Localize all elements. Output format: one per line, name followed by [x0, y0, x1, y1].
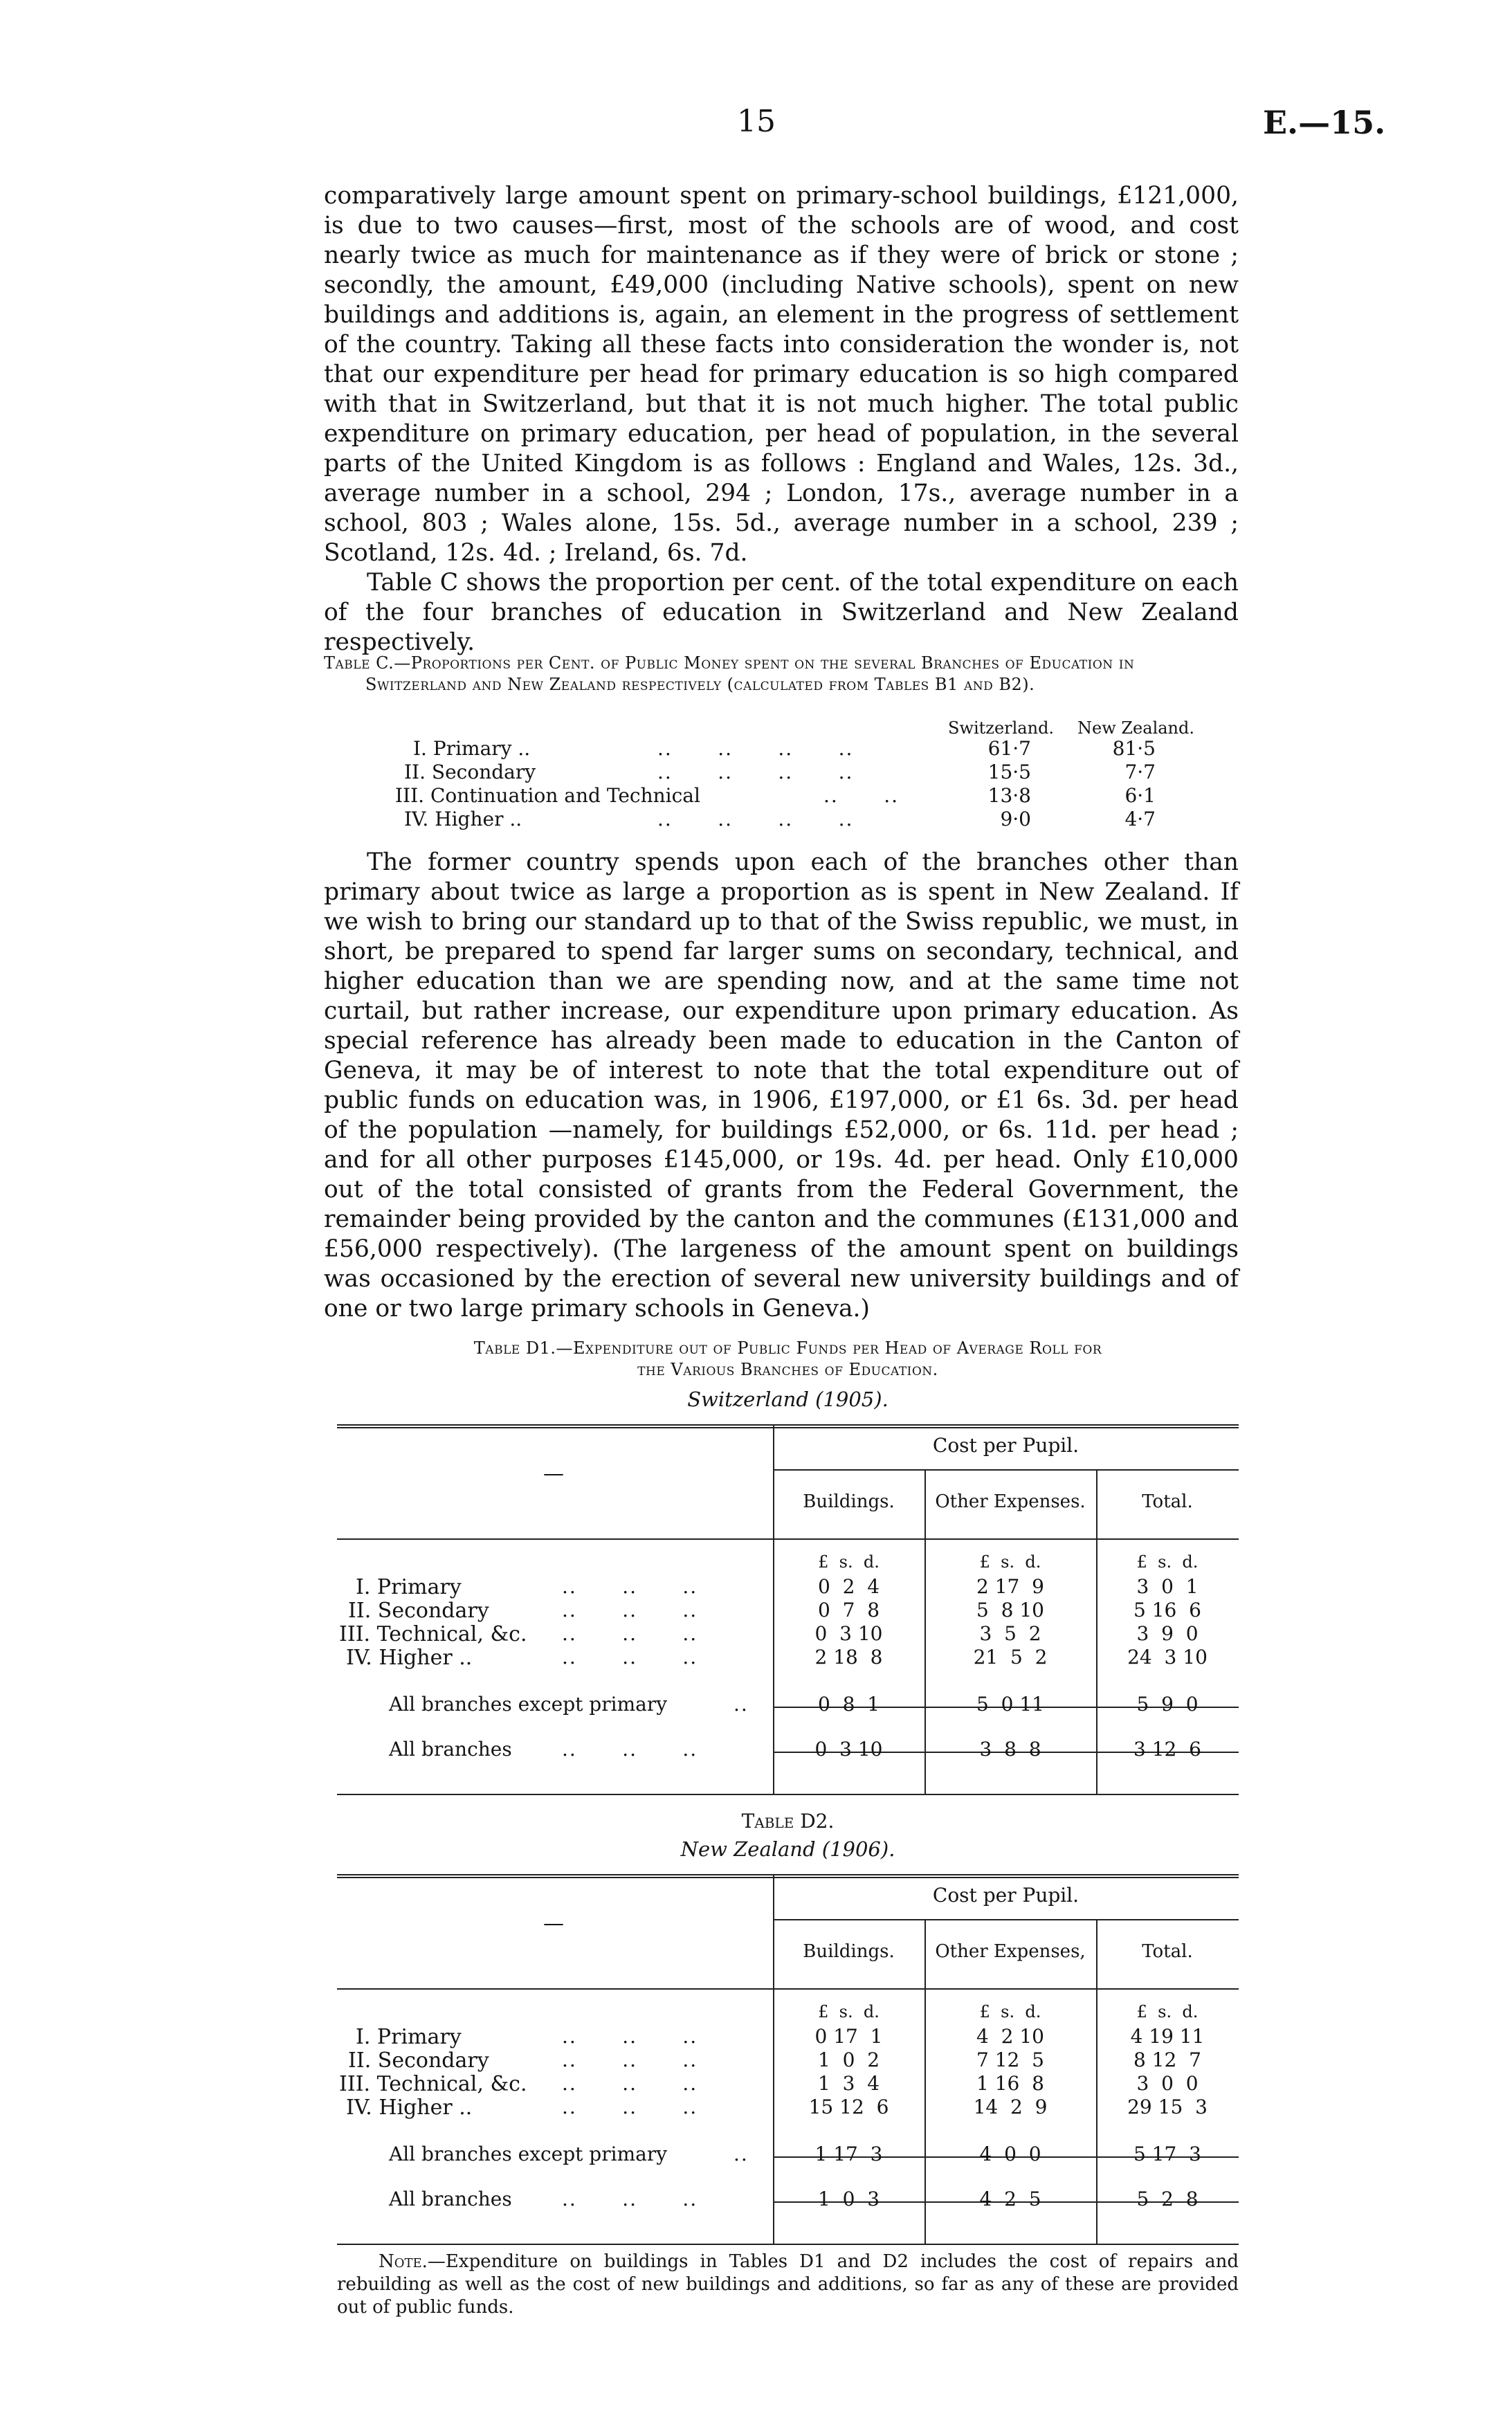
table-c-caption: Table C.—Proportions per Cent. of Public Money spent on the several Branches of Education in Switzerland and New Zealand respectively (calculated from Tables B1 and B2).	[324, 653, 1135, 694]
units-label: £ s. d.	[1136, 1552, 1199, 1572]
table-d1-cost-header: Cost per Pupil.	[932, 1434, 1080, 1457]
table-c-nz-value: 81·5	[1112, 737, 1156, 760]
units-label: £ s. d.	[818, 1552, 880, 1572]
units-label: £ s. d.	[979, 2002, 1041, 2021]
table-d2-col-total: Total.	[1142, 1941, 1193, 1962]
table-c-nz-value: 7·7	[1124, 761, 1156, 783]
table-c-row-label: I. Primary ..	[413, 737, 531, 760]
paragraph-2: Table C shows the proportion per cent. of the total expenditure on each of the four branches of education in Switzerland and New Zealand respectively.	[324, 569, 1239, 656]
paragraph-1: comparatively large amount spent on primary-school buildings, £121,000, is due to two causes—first, most of the schools are of wood, and cost nearly twice as much for maintenance as if they were of brick or stone ; secondly, the amount, £49,000 (including Native schools), spent on new buildings and additions is, again, an element in the progress of settlement of the country. Taking all these facts into consideration the wonder is, not that our expenditure per head for primary education is so high compared with that in Switzerland, but that it is not much higher. The total public expenditure on primary education, per head of population, in the several parts of the United Kingdom is as follows : England and Wales, 12s. 3d., average number in a school, 294 ; London, 17s., average number in a school, 803 ; Wales alone, 15s. 5d., average number in a school, 239 ; Scotland, 12s. 4d. ; Ireland, 6s. 7d.	[324, 182, 1239, 567]
table-d2-col-other: Other Expenses,	[935, 1941, 1086, 1962]
table-c-sw-value: 15·5	[987, 761, 1031, 783]
footnote	[337, 2251, 1239, 2319]
leader-dots: .. .. .. ..	[657, 761, 854, 783]
table-c-sw-value: 61·7	[987, 737, 1031, 760]
table-d1-col-buildings: Buildings.	[803, 1491, 895, 1512]
table-c-row-label: III. Continuation and Technical	[395, 784, 700, 807]
table-c-row-label: IV. Higher ..	[404, 808, 522, 830]
footnote-lead: Note.	[379, 2251, 428, 2272]
table-d2-caption: Table D2.	[741, 1810, 835, 1833]
table-c-sw-value: 9·0	[1000, 808, 1031, 830]
units-label: £ s. d.	[818, 2002, 880, 2021]
table-d2-col-buildings: Buildings.	[803, 1941, 895, 1962]
table-d1-col-total: Total.	[1142, 1491, 1193, 1512]
table-c-col-switzerland: Switzerland.	[948, 718, 1055, 738]
body-text-middle	[324, 848, 1239, 1324]
footnote-text: —Expenditure on buildings in Tables D1 and D2 includes the cost of repairs and rebuilding as well as the cost of new buildings and additions, so far as any of these are provided out of public funds.	[337, 2251, 1239, 2318]
table-d1-caption: Table D1.—Expenditure out of Public Funds per Head of Average Roll for the Various Branches of Education.	[473, 1338, 1102, 1379]
leader-dots: .. ..	[823, 784, 900, 807]
leader-dots: .. .. .. ..	[657, 737, 854, 760]
table-c-row-label: II. Secondary	[404, 761, 536, 783]
units-label: £ s. d.	[979, 1552, 1041, 1572]
table-d1-dash: —	[543, 1462, 564, 1486]
page-number: 15	[737, 104, 776, 139]
table-d1-col-other: Other Expenses.	[935, 1491, 1086, 1512]
body-text-top	[324, 181, 1239, 657]
document-page: 15 E.—15. comparatively large amount spent on primary-school buildings, £121,000, is due to two causes—first, most of the schools are of wood, and cost nearly twice as much for maintenance as if they were of brick or stone ; secondly, the amount, £49,000 (including Native schools), spent on new buildings and additions is, again, an element in the progress of settlement of the country. Taking all these facts into consideration the wonder is, not that our expenditure per head for primary education is so high compared with that in Switzerland, but that it is not much higher. The total public expenditure on primary education, per head of population, in the several parts of the United Kingdom is as follows : England and Wales, 12s. 3d., average number in a school, 294 ; London, 17s., average number in a school, 803 ; Wales alone, 15s. 5d., average number in a school, 239 ; Scotland, 12s. 4d. ; Ireland, 6s. 7d. Table C shows the proportion per cent. of the total expenditure on each of the four branches of education in Switzerland and New Zealand respectively. Table C.—Proportions per Cent. of Public Money spent on the several Branches of Education in Switzerland and New Zealand respectively (calculated from Tables B1 and B2). Switzerland. New Zealand. I. Primary .. .. .. .. .. 61·7 81·5 II. Secondary .. .. .. .. 15·5 7·7 III. Continuation and Technical .. .. 13·8 6·1 IV. Higher .. .. .. .. .. 9·0 4·7 The former country spends upon each of the branches other than primary about twice as large a proportion as is spent in New Zealand. If we wish to bring our standard up to that of the Swiss republic, we must, in short, be prepared to spend far larger sums on secondary, technical, and higher education than we are spending now, and at the same time not curtail, but rather increase, our expenditure upon primary education. As special reference has already been made to education in the Canton of Geneva, it may be of interest to note that the total expenditure out of public funds on education was, in 1906, £197,000, or £1 6s. 3d. per head of the population —namely, for buildings £52,000, or 6s. 11d. per head ; and for all other purposes £145,000, or 19s. 4d. per head. Only £10,000 out of the total consisted of grants from the Federal Government, the remainder being provided by the canton and the communes (£131,000 and £56,000 respectively). (The largeness of the amount spent on buildings was occasioned by the erection of several new university buildings and of one or two large primary schools in Geneva.) Table D1.—Expenditure out of Public Funds per Head of Average Roll for the Various Branches of Education. Switzerland (1905). — Cost per Pupil. Buildings. Other Expenses. Total. £ s. d. £ s. d. £ s. d. I. Primary .. .. .. 0 2 4 2 17 9 3 0 1 II. Secondary .. .. .. 0 7 8 5 8 10 5 16 6 III. Technical, &c. .. .. .. 0 3 10 3 5 2 3 9 0 IV. Higher .. .. .. .. 2 18 8 21 5 2 24 3 10 All branches except primary .. 0 8 1 5 0 11 5 9 0 All branches .. .. .. 0 3 10 3 8 8 3 12 6 Table D2. New Zealand (1906). — Cost per Pupil. Buildings. Other Expenses, Total. £ s. d. £ s. d. £ s. d. I. Primary .. .. .. 0 17 1 4 2 10 4 19 11 II. Secondary .. .. .. 1 0 2 7 12 5 8 12 7 III. Technical, &c. .. .. .. 1 3 4 1 16 8 3 0 0 IV. Higher .. .. .. .. 15 12 6 14 2 9 29 15 3 All branches except primary .. 1 17 3 4 0 0 5 17 3 All branches .. .. .. 1 0 3 4 2 5 5 2 8 Note.—Expenditure on buildings in Tables D1 and D2 includes the cost of repairs and rebuilding as well as the cost of new buildings and additions, so far as any of these are provided out of public funds.	[324, 104, 1386, 2318]
table-c-col-new-zealand: New Zealand.	[1077, 718, 1194, 738]
table-d2-dash: —	[543, 1911, 564, 1936]
leader-dots: .. .. .. ..	[657, 808, 854, 830]
table-c-nz-value: 4·7	[1124, 808, 1156, 830]
table-c-nz-value: 6·1	[1124, 784, 1156, 807]
paragraph-3: The former country spends upon each of the branches other than primary about twice as large a proportion as is spent in New Zealand. If we wish to bring our standard up to that of the Swiss republic, we must, in short, be prepared to spend far larger sums on secondary, technical, and higher education than we are spending now, and at the same time not curtail, but rather increase, our expenditure upon primary education. As special reference has already been made to education in the Canton of Geneva, it may be of interest to note that the total expenditure out of public funds on education was, in 1906, £197,000, or £1 6s. 3d. per head of the population —namely, for buildings £52,000, or 6s. 11d. per head ; and for all other purposes £145,000, or 19s. 4d. per head. Only £10,000 out of the total consisted of grants from the Federal Government, the remainder being provided by the canton and the communes (£131,000 and £56,000 respectively). (The largeness of the amount spent on buildings was occasioned by the erection of several new university buildings and of one or two large primary schools in Geneva.)	[324, 848, 1239, 1322]
table-d2-subtitle: New Zealand (1906).	[680, 1837, 895, 1861]
table-d1-subtitle: Switzerland (1905).	[687, 1388, 889, 1411]
document-code: E.—15.	[1263, 104, 1386, 141]
table-c-sw-value: 13·8	[987, 784, 1031, 807]
units-label: £ s. d.	[1136, 2002, 1199, 2021]
table-d2-cost-header: Cost per Pupil.	[932, 1884, 1080, 1907]
